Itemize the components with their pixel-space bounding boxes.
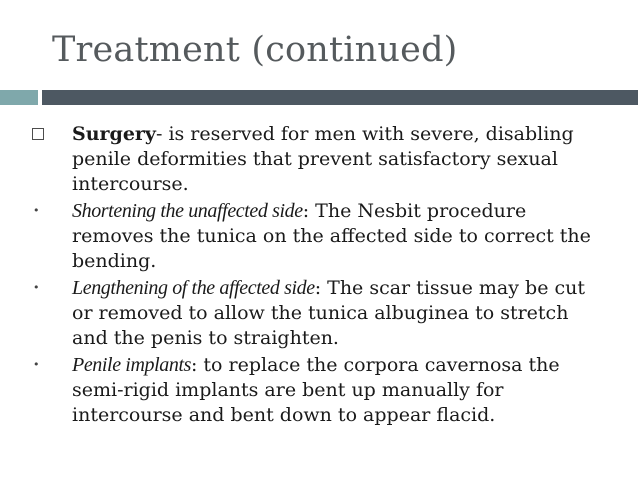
item-text: - is reserved for men with severe, disabling penile deformities that prevent satisfactory sexual intercourse.	[72, 123, 574, 195]
item-lead: Shortening the unaffected side	[72, 200, 303, 222]
title-accent-bar-right	[42, 90, 638, 105]
item-lead: Lengthening of the affected side	[72, 277, 315, 299]
item-lead: Penile implants	[72, 354, 191, 376]
item-lead: Surgery	[72, 123, 156, 145]
square-bullet-icon	[32, 128, 44, 140]
title-accent-bar-left	[0, 90, 38, 105]
list-item	[0, 353, 638, 428]
list-item	[0, 276, 638, 351]
slide-title: Treatment (continued)	[52, 30, 458, 70]
dot-bullet-icon: •	[33, 281, 40, 294]
list-item	[0, 122, 638, 197]
dot-bullet-icon: •	[33, 358, 40, 371]
item-text: : to replace the corpora cavernosa the semi-rigid implants are bent up manually for intercourse and bent down to appear flacid.	[72, 354, 560, 426]
list-item	[0, 199, 638, 274]
dot-bullet-icon: •	[33, 204, 40, 217]
item-text: : The Nesbit procedure removes the tunica on the affected side to correct the bending.	[72, 200, 591, 272]
item-text: : The scar tissue may be cut or removed to allow the tunica albuginea to stretch and the penis to straighten.	[72, 277, 585, 349]
slide-content	[0, 122, 638, 428]
